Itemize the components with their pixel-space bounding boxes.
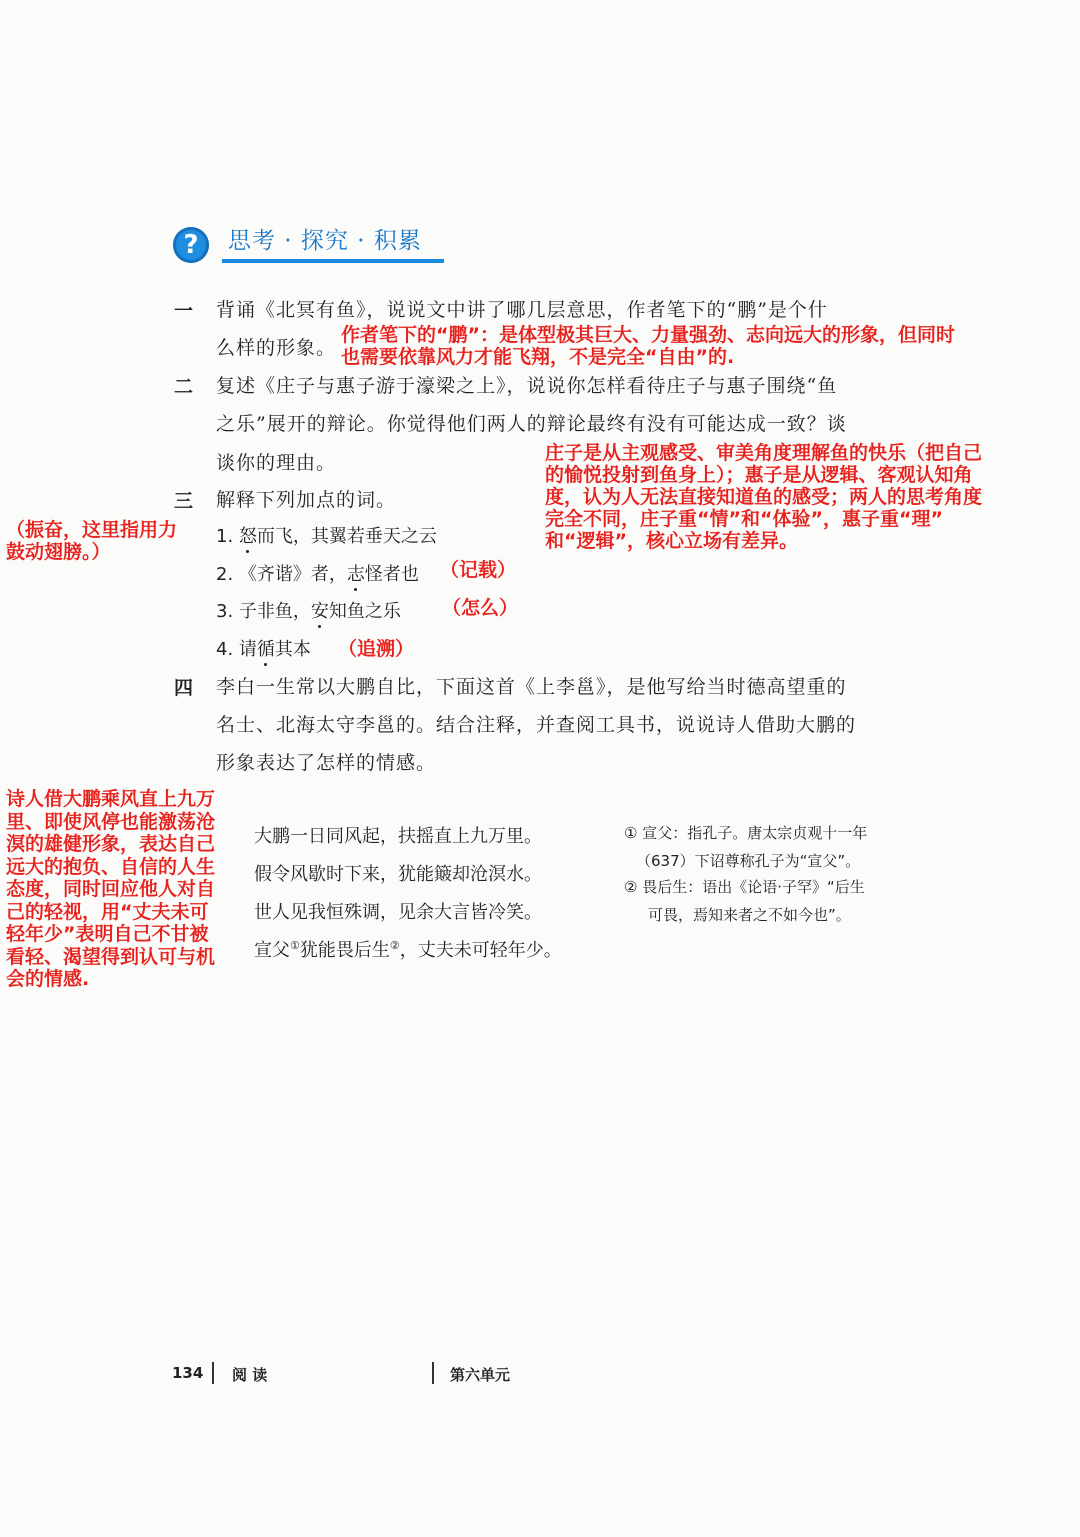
answer-1: 作者笔下的“鹏”：是体型极其巨大、力量强劲、志向远大的形象，但同时 也需要依靠风力才能飞翔，不是完全“自由”的.: [341, 324, 955, 368]
question-number-2: 二: [174, 376, 194, 398]
answer-2: 庄子是从主观感受、审美角度理解鱼的快乐（把自己 的愉悦投射到鱼身上）；惠子是从逻辑、客观认知角 度，认为人无法直接知道鱼的感受；两人的思考角度 完全不同，庄子重“情”和“体验”，惠子重“理” 和“逻辑”，核心立场有差异。: [545, 442, 983, 552]
vocab-item-4: 4. 请循其本: [216, 639, 311, 660]
question-number-1: 一: [174, 300, 194, 322]
question-mark-icon: ?: [173, 227, 209, 263]
footer-section: 阅 读: [232, 1366, 268, 1384]
poem-line-1: 大鹏一日同风起，扶摇直上九万里。: [254, 826, 542, 847]
question-1-line-1: 背诵《北冥有鱼》，说说文中讲了哪几层意思，作者笔下的“鹏”是个什: [216, 299, 828, 321]
question-number-4: 四: [174, 677, 194, 699]
answer-3-item-3: （怎么）: [442, 597, 519, 619]
question-number-3: 三: [174, 490, 194, 512]
vocab-item-1: 1. 怒而飞，其翼若垂天之云: [216, 526, 437, 547]
question-4-line-2: 名士、北海太守李邕的。结合注释，并查阅工具书，说说诗人借助大鹏的: [216, 714, 857, 736]
title-underline: [222, 259, 444, 263]
question-1-line-2: 么样的形象。: [216, 337, 337, 359]
footnote-1-line-1: ① 宣父：指孔子。唐太宗贞观十一年: [624, 824, 868, 842]
section-title: 思考 · 探究 · 积累: [228, 228, 422, 254]
footer-unit: 第六单元: [450, 1366, 511, 1384]
question-4-line-3: 形象表达了怎样的情感。: [216, 752, 437, 774]
footer-divider-2: [432, 1362, 434, 1384]
footnote-2-line-1: ② 畏后生：语出《论语·子罕》“后生: [624, 878, 865, 896]
answer-3-item-2: （记载）: [440, 559, 517, 581]
answer-3-item-4: （追溯）: [338, 638, 415, 660]
answer-3-item-1: （振奋，这里指用力 鼓动翅膀。）: [6, 519, 178, 563]
footnote-1-line-2: （637）下诏尊称孔子为“宣父”。: [636, 852, 861, 870]
poem-line-2: 假令风歇时下来，犹能簸却沧溟水。: [254, 864, 542, 885]
vocab-item-2: 2. 《齐谐》者，志怪者也: [216, 564, 419, 585]
poem-line-3: 世人见我恒殊调，见余大言皆冷笑。: [254, 902, 542, 923]
question-4-line-1: 李白一生常以大鹏自比，下面这首《上李邕》，是他写给当时德高望重的: [216, 676, 847, 698]
question-3-intro: 解释下列加点的词。: [216, 489, 397, 511]
question-2-line-1: 复述《庄子与惠子游于濠梁之上》，说说你怎样看待庄子与惠子围绕“鱼: [216, 375, 838, 397]
question-2-line-2: 之乐”展开的辩论。你觉得他们两人的辩论最终有没有可能达成一致？谈: [216, 413, 847, 435]
page-number: 134: [172, 1364, 204, 1382]
footer-divider: [212, 1362, 214, 1384]
question-2-line-3: 谈你的理由。: [216, 452, 337, 474]
poem-line-4: 宣父①犹能畏后生②，丈夫未可轻年少。: [254, 939, 562, 961]
vocab-item-3: 3. 子非鱼，安知鱼之乐: [216, 601, 401, 622]
footnote-2-line-2: 可畏，焉知来者之不如今也”。: [648, 906, 851, 924]
answer-4: 诗人借大鹏乘风直上九万 里、即使风停也能激荡沧 溟的雄健形象，表达自己 远大的抱负、自信的人生 态度，同时回应他人对自 己的轻视，用“丈夫未可 轻年少”表明自己不甘被 看轻、渴望得到认可与机 会的情感.: [6, 788, 216, 990]
